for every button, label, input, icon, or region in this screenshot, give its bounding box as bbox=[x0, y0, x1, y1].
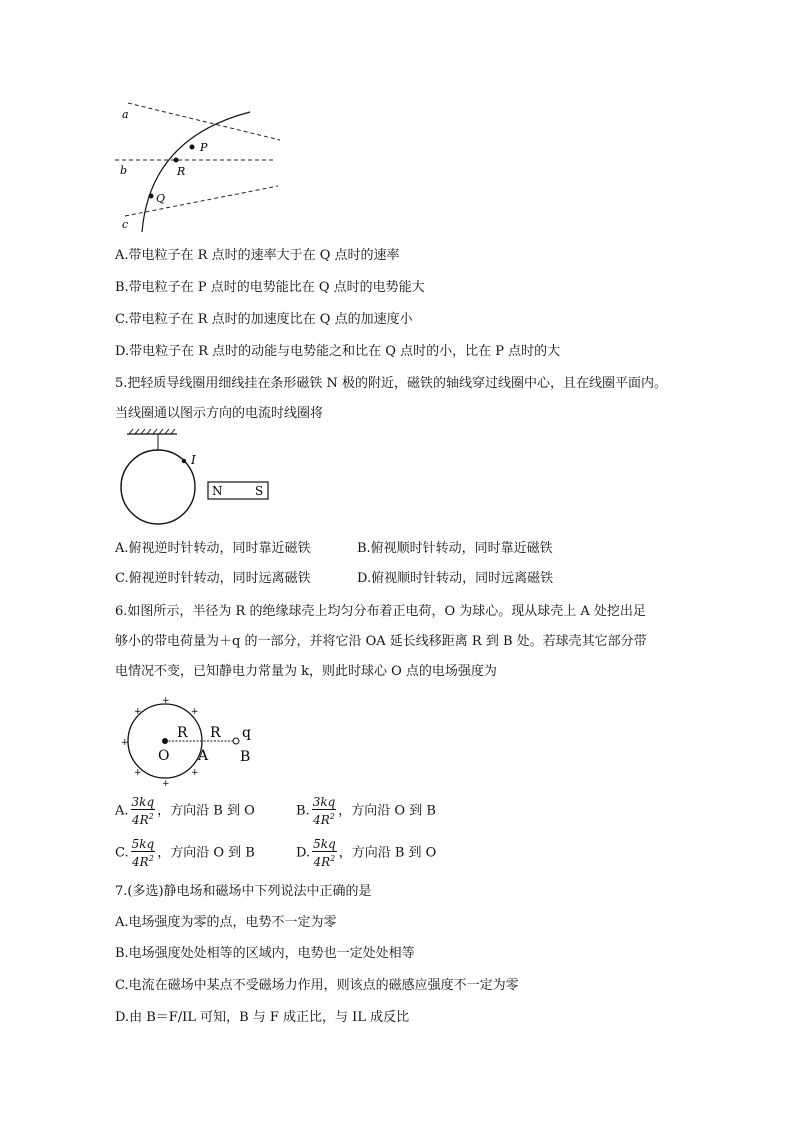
charge-q-point-b bbox=[233, 738, 239, 744]
label-p: P bbox=[200, 141, 208, 154]
q5-stem-line1: 5.把轻质导线圈用细线挂在条形磁铁 N 极的附近，磁铁的轴线穿过线圈中心，且在线圈平面内。 bbox=[115, 376, 668, 391]
label-a: A bbox=[198, 748, 209, 764]
fraction: $\frac{3kq}{4R^2}$ bbox=[312, 795, 336, 827]
q5-option-a: A.俯视逆时针转动，同时靠近磁铁 bbox=[115, 541, 311, 556]
plus-sign: + bbox=[162, 779, 170, 787]
point-r bbox=[174, 158, 179, 163]
q7-option-b: B.电场强度处处相等的区域内，电势也一定处处相等 bbox=[115, 946, 415, 961]
label-r2: R bbox=[210, 725, 221, 741]
label-c: c bbox=[122, 218, 129, 231]
q6-option-b: B. $\frac{3kq}{4R^2}$ ，方向沿 O 到 B bbox=[296, 795, 436, 827]
q6-stem-line3: 电情况不变，已知静电力常量为 k，则此时球心 O 点的电场强度为 bbox=[115, 664, 497, 679]
trajectory-curve bbox=[142, 112, 250, 232]
fraction: $\frac{3kq}{4R^2}$ bbox=[131, 795, 155, 827]
q4-option-b: B.带电粒子在 P 点时的电势能比在 Q 点时的电势能大 bbox=[115, 280, 425, 295]
q5-option-d: D.俯视顺时针转动，同时远离磁铁 bbox=[357, 571, 554, 586]
q7-option-a: A.电场强度为零的点，电势不一定为零 bbox=[115, 915, 337, 930]
equipotential-figure bbox=[110, 98, 290, 238]
label-q: Q bbox=[156, 192, 166, 205]
label-r: R bbox=[177, 165, 186, 178]
q4-option-d: D.带电粒子在 R 点时的动能与电势能之和比在 Q 点时的小，比在 P 点时的大 bbox=[115, 344, 561, 359]
magnet-n-label: N bbox=[212, 484, 223, 498]
plus-sign: + bbox=[134, 707, 142, 717]
fraction: $\frac{5kq}{4R^2}$ bbox=[131, 837, 155, 869]
q6-stem-line1: 6.如图所示，半径为 R 的绝缘球壳上均匀分布着正电荷，O 为球心。现从球壳上 A 处挖出足 bbox=[115, 604, 646, 619]
plus-sign: + bbox=[121, 738, 129, 748]
current-arrow-dot bbox=[182, 459, 186, 463]
label-b: b bbox=[120, 164, 128, 177]
ceiling-hatch bbox=[129, 429, 175, 434]
label-a: a bbox=[122, 108, 129, 121]
q7-option-c: C.电流在磁场中某点不受磁场力作用，则该点的磁感应强度不一定为零 bbox=[115, 978, 519, 993]
label-o: O bbox=[158, 748, 170, 764]
q7-option-d: D.由 B＝F/IL 可知，B 与 F 成正比，与 IL 成反比 bbox=[115, 1010, 410, 1025]
q6-option-a: A. $\frac{3kq}{4R^2}$ ，方向沿 B 到 O bbox=[115, 795, 255, 827]
q4-option-c: C.带电粒子在 R 点时的加速度比在 Q 点的加速度小 bbox=[115, 312, 413, 327]
current-label: I bbox=[191, 453, 196, 467]
equipotential-svg bbox=[110, 98, 290, 238]
q6-option-c: C. $\frac{5kq}{4R^2}$ ，方向沿 O 到 B bbox=[115, 837, 255, 869]
q6-stem-line2: 够小的带电荷量为＋q 的一部分，并将它沿 OA 延长线移距离 R 到 B 处。若球壳其它部分带 bbox=[115, 634, 647, 649]
coil-magnet-figure bbox=[115, 428, 275, 533]
plus-sign: + bbox=[134, 768, 142, 778]
q5-option-c: C.俯视逆时针转动，同时远离磁铁 bbox=[115, 571, 311, 586]
magnet-s-label: S bbox=[255, 484, 264, 498]
plus-sign: + bbox=[191, 707, 199, 717]
q5-option-b: B.俯视顺时针转动，同时靠近磁铁 bbox=[357, 541, 553, 556]
charged-shell-svg bbox=[115, 697, 265, 787]
charged-shell-figure bbox=[115, 697, 265, 787]
q4-option-a: A.带电粒子在 R 点时的速率大于在 Q 点时的速率 bbox=[115, 248, 400, 263]
point-p bbox=[190, 145, 195, 150]
center-point-o bbox=[162, 738, 168, 744]
coil-magnet-svg bbox=[115, 428, 275, 533]
fraction: $\frac{5kq}{4R^2}$ bbox=[313, 837, 336, 869]
label-r1: R bbox=[177, 725, 188, 741]
plus-sign: + bbox=[191, 768, 199, 778]
label-b: B bbox=[240, 749, 251, 765]
label-q: q bbox=[242, 725, 251, 741]
q7-stem: 7.(多选)静电场和磁场中下列说法中正确的是 bbox=[115, 884, 372, 899]
plus-sign: + bbox=[162, 697, 170, 706]
q5-stem-line2: 当线圈通以图示方向的电流时线圈将 bbox=[115, 406, 324, 421]
q6-option-d: D. $\frac{5kq}{4R^2}$ ，方向沿 B 到 O bbox=[296, 837, 437, 869]
point-q bbox=[149, 194, 154, 199]
dashed-line-a bbox=[128, 103, 280, 140]
